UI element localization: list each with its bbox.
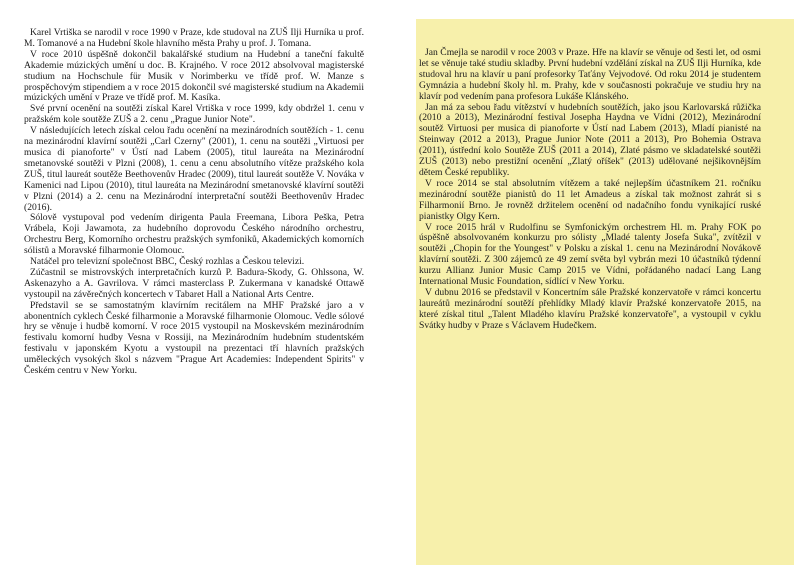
bio-paragraph: V roce 2015 hrál v Rudolfinu se Symfonickým orchestrem Hl. m. Prahy FOK po úspěšně absolvovaném konkurzu pro sólisty „Mladé talenty Josefa Suka", zvítězil v soutěži „Chopin for the Youngest" v Polsku a získal 1. cenu na Mezinárodní Novákově klavírní soutěži. Z 300 zájemců ze 49 zemí světa byl vybrán mezi 10 účastníků týdenní kurzu Allianz Junior Music Camp 2015 ve Vídni, pořádaného nadací Lang Lang International Music Foundation, sídlící v New Yorku. [419, 221, 761, 288]
bio-paragraph: Natáčel pro televizní společnost BBC, Český rozhlas a Českou televizi. [30, 256, 305, 268]
bio-paragraph: Karel Vrtiška se narodil v roce 1990 v Praze, kde studoval na ZUŠ Ilji Hurníka u prof. M. Tomanové a na Hudební škole hlavního města Prahy u prof. J. Tomana. [24, 27, 364, 49]
bio-paragraph: V roce 2010 úspěšně dokončil bakalářské studium na Hudební a taneční fakultě Akademie múzických umění u doc. B. Krajného. V roce 2012 absolvoval magisterské studium na Hochschule für Musik v Norimberku ve třídě prof. W. Manze s prospěchovým stipendiem a v roce 2015 dokončil své magisterské studium na Akademii múzických umění v Praze ve třídě prof. M. Kasíka. [24, 48, 364, 104]
jan-cmejla-biography [419, 48, 761, 332]
bio-paragraph: V roce 2014 se stal absolutním vítězem a také nejlepším účastníkem 21. ročníku mezinárodní soutěže pianistů do 11 let Amadeus a získal tak možnost zahrát si s Filharmonií Brno. Je rovněž držitelem ocenění od nadačního fondu vynikající ruské pianistky Olgy Kern. [419, 177, 761, 222]
bio-paragraph: Jan má za sebou řadu vítězství v hudebních soutěžích, jako jsou Karlovarská růžička (2010 a 2013), Mezinárodní festival Josepha Haydna ve Vídni (2012), Mezinárodní soutěž Virtuosi per musica di pianoforte v Ústí nad Labem (2013), Mladí pianisté na Steinway (2012 a 2013), Prague Junior Note (2011 a 2013), Pro Bohemia Ostrava (2011), ústřední kolo Soutěže ZUŠ (2011 a 2014), Zlaté pásmo ve skladatelské soutěži ZUŠ (2013) nebo prestižní ocenění „Zlatý oříšek" (2013) udělované nejšikovnějším dětem České republiky. [419, 101, 761, 178]
karel-vrtiska-biography [24, 28, 364, 377]
bio-paragraph: Sólově vystupoval pod vedením dirigenta Paula Freemana, Libora Peška, Petra Vrábela, Koji Jawamota, za hudebního doprovodu Českého národního orchestru, Orchestru Berg, Komorního orchestru pražských symfoniků, Akademických komorních sólistů a Moravské filharmonie Olomouc. [24, 212, 364, 257]
bio-paragraph: Zúčastnil se mistrovských interpretačních kurzů P. Badura-Skody, G. Ohlssona, W. Askenazyho a A. Gavrilova. V rámci masterclass P. Zukermana v kanadské Ottawě vystoupil na závěrečných koncertech v Tabaret Hall a National Arts Centre. [24, 266, 364, 300]
bio-paragraph: V následujících letech získal celou řadu ocenění na mezinárodních soutěžích - 1. cenu na mezinárodní klavírní soutěži „Carl Czerny" (2001), 1. cenu na soutěži „Virtuosi per musica di pianoforte" v Ústí nad Labem (2005), titul laureáta na Mezinárodní smetanovské soutěži v Plzni (2008), 1. cenu a cenu absolutního vítěze pražského kola ZUŠ, titul laureát soutěže Beethovenův Hradec (2009), titul laureát soutěže V. Nováka v Kamenici nad Lipou (2010), titul laureáta na Mezinárodní smetanovské klavírní soutěži v Plzni (2014) a 2. cenu na Mezinárodní interpretační soutěži Beethovenův Hradec (2016). [24, 125, 364, 213]
bio-paragraph: Představil se se samostatným klavírním recitálem na MHF Pražské jaro a v abonentních cyklech České filharmonie a Moravské filharmonie Olomouc. Vedle sólové hry se věnuje i hudbě komorní. V roce 2015 vystoupil na Moskevském mezinárodním festivalu komorní hudby Vesna v Rossiji, na Mezinárodním hudebním studentském festivalu v japonském Kyotu a vystoupil na prezentaci tří hlavních pražských uměleckých vysokých škol s názvem "Prague Art Academies: Independent Spirits" v Českém centru v New Yorku. [24, 299, 364, 377]
bio-paragraph: Své první ocenění na soutěži získal Karel Vrtiška v roce 1999, kdy obdržel 1. cenu v pražském kole soutěže ZUŠ a 2. cenu „Prague Junior Note". [24, 103, 364, 126]
bio-paragraph: Jan Čmejla se narodil v roce 2003 v Praze. Hře na klavír se věnuje od šesti let, od osmi let se věnuje také studiu skladby. První hudební vzdělání získal na ZUŠ Ilji Hurníka, kde studoval hru na klavír u paní profesorky Taťány Vejvodové. Od roku 2014 je studentem Gymnázia a hudební školy hl. m. Prahy, kde v současnosti pokračuje ve studiu hry na klavír pod vedením pana profesora Lukáše Klánského. [419, 47, 761, 102]
bio-paragraph: V dubnu 2016 se představil v Koncertním sále Pražské konzervatoře v rámci koncertu laureátů mezinárodní soutěží přehlídky Mladý klavír Pražské konzervatoře 2015, na které získal titul „Talent Mladého klavíru Pražské konzervatoře", a vystoupil v cyklu Svátky hudby v Praze s Václavem Hudečkem. [419, 286, 761, 331]
